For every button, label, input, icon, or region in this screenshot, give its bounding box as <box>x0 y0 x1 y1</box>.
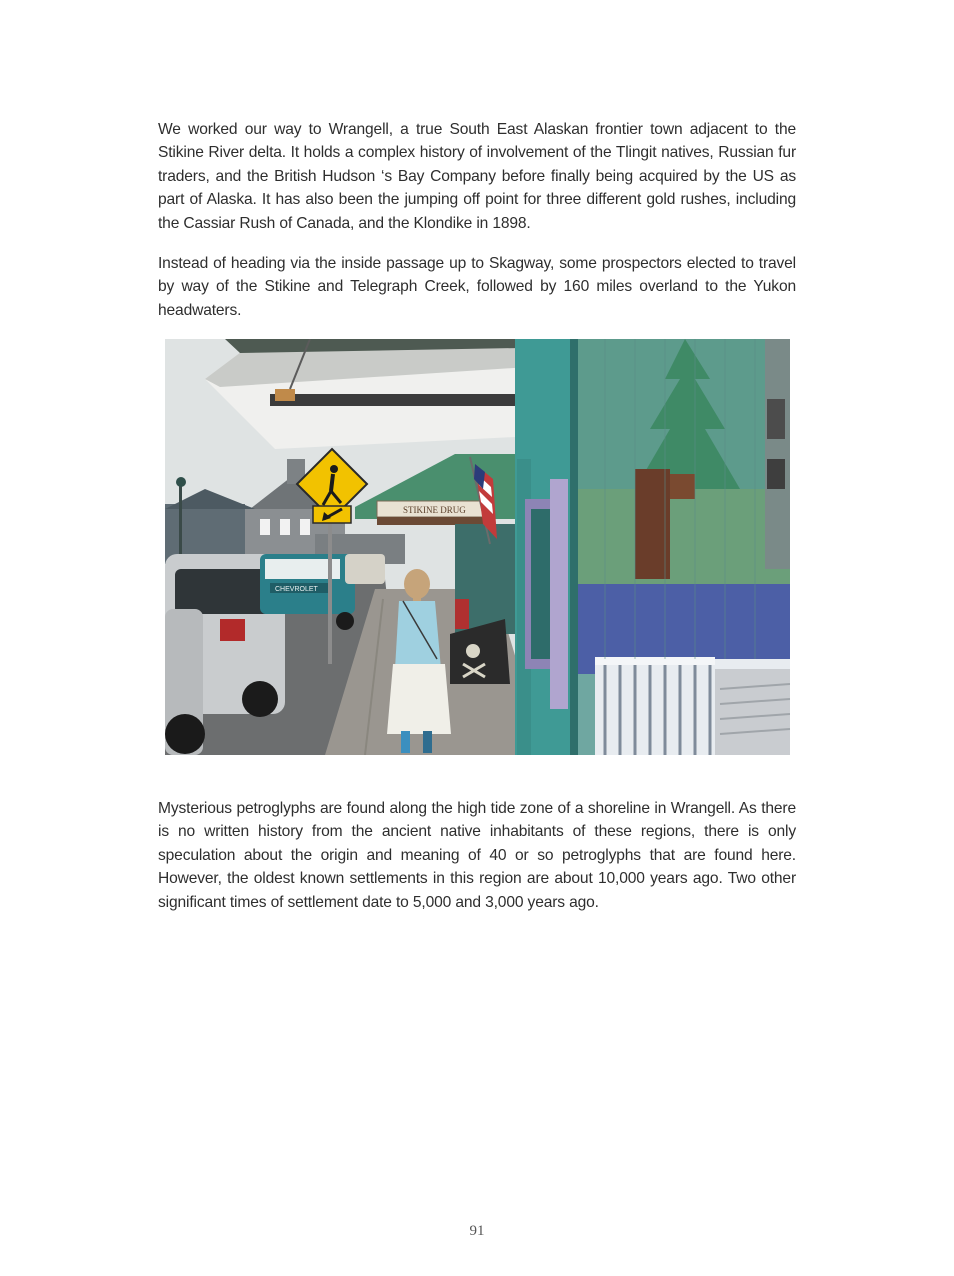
street-photo <box>165 339 790 755</box>
page-number: 91 <box>469 1223 485 1239</box>
body-paragraph-petroglyphs: Mysterious petroglyphs are found along the high tide zone of a shoreline in Wrangell. As there is no written history from the ancient native inhabitants of these regions, there is only speculation about the origin and meaning of 40 or so petroglyphs that are found here. However, the oldest known settlements in this region are about 10,000 years ago. Two other significant times of settlement date to 5,000 and 3,000 years ago. <box>158 800 796 911</box>
body-paragraph-prospectors: Instead of heading via the inside passage up to Skagway, some prospectors elected to travel by way of the Stikine and Telegraph Creek, followed by 160 miles overland to the Yukon headwaters. <box>158 255 796 319</box>
body-paragraph-wrangell: We worked our way to Wrangell, a true South East Alaskan frontier town adjacent to the Stikine River delta. It holds a complex history of involvement of the Tlingit natives, Russian fur traders, and the British Hudson ‘s Bay Company before finally being acquired by the US as part of Alaska. It has also been the jumping off point for three different gold rushes, including the Cassiar Rush of Canada, and the Klondike in 1898. <box>158 121 796 232</box>
front-car <box>165 609 205 755</box>
store-sign-text: STIKINE DRUG <box>403 505 466 515</box>
painted-mural-wall <box>575 339 790 755</box>
truck-brand-text: CHEVROLET <box>275 586 318 593</box>
